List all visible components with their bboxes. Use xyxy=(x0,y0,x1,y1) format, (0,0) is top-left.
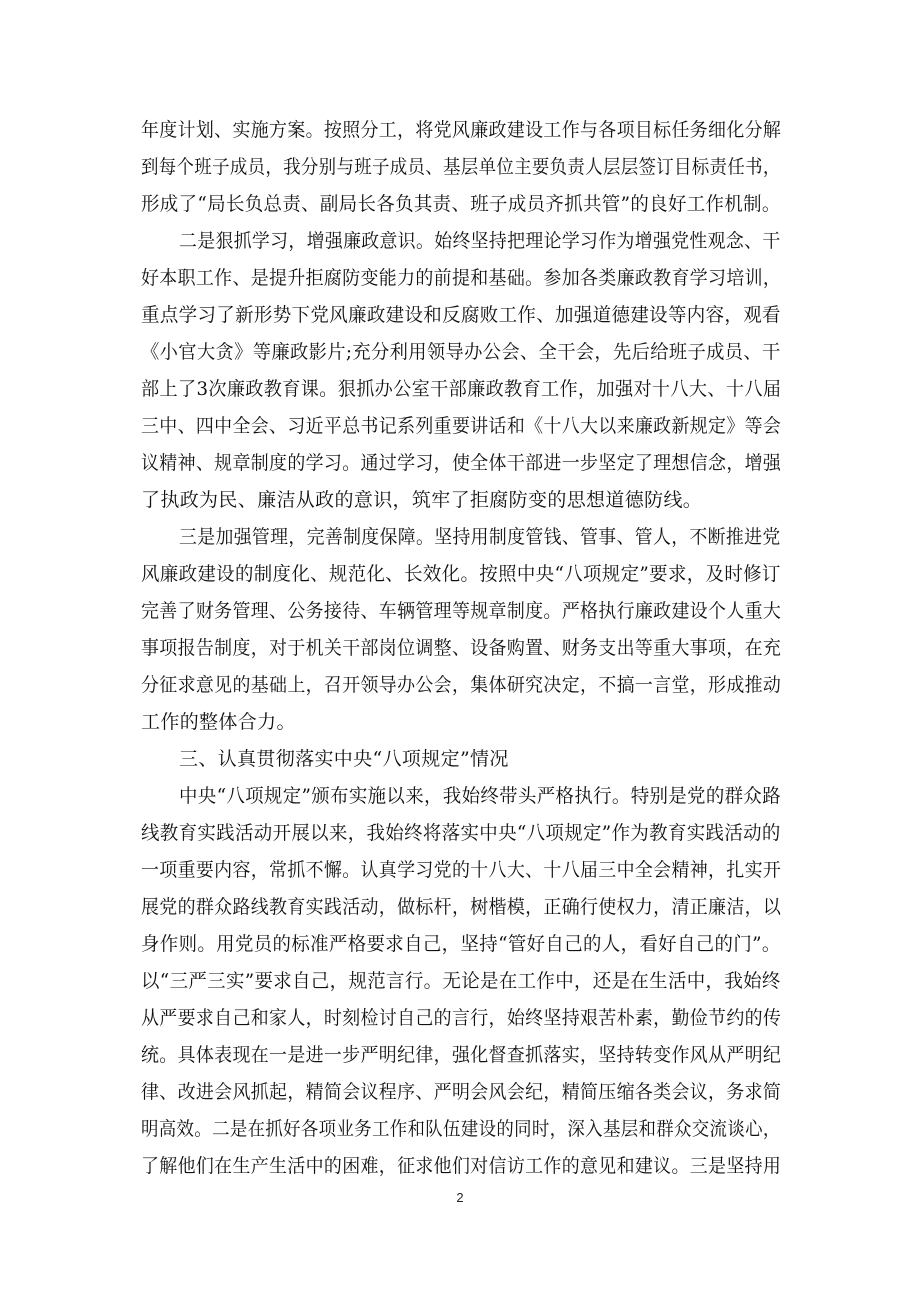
text-line: 好本职工作、是提升拒腐防变能力的前提和基础。参加各类廉政教育学习培训， xyxy=(141,267,782,289)
text-line: 明高效。二是在抓好各项业务工作和队伍建设的同时，深入基层和群众交流谈心， xyxy=(141,1118,781,1140)
text-line: 工作的整体合力。 xyxy=(141,711,296,733)
text-line: 律、改进会风抓起，精简会议程序、严明会风会纪，精简压缩各类会议，务求简 xyxy=(141,1081,782,1103)
text-line: 形成了“局长负总责、副局长各负其责、班子成员齐抓共管”的良好工作机制。 xyxy=(141,193,781,215)
text-line: 部上了3次廉政教育课。狠抓办公室干部廉政教育工作，加强对十八大、十八届 xyxy=(141,378,782,400)
text-line: 了解他们在生产生活中的困难，征求他们对信访工作的意见和建议。三是坚持用 xyxy=(141,1155,782,1177)
paragraph-start-line: 三是加强管理，完善制度保障。坚持用制度管钱、管事、管人，不断推进党 xyxy=(179,526,781,548)
text-line: 以“三严三实”要求自己，规范言行。无论是在工作中，还是在生活中，我始终 xyxy=(141,970,781,992)
text-line: 三中、四中全会、习近平总书记系列重要讲话和《十八大以来廉政新规定》等会 xyxy=(141,415,782,437)
section-heading: 三、认真贯彻落实中央“八项规定”情况 xyxy=(179,748,509,770)
text-line: 一项重要内容，常抓不懈。认真学习党的十八大、十八届三中全会精神，扎实开 xyxy=(141,859,782,881)
text-line: 《小官大贪》等廉政影片;充分利用领导办公会、全干会，先后给班子成员、干 xyxy=(141,341,781,363)
text-line: 了执政为民、廉洁从政的意识，筑牢了拒腐防变的思想道德防线。 xyxy=(141,489,703,511)
text-line: 分征求意见的基础上，召开领导办公会，集体研究决定，不搞一言堂，形成推动 xyxy=(141,674,782,696)
paragraph-start-line: 二是狠抓学习，增强廉政意识。始终坚持把理论学习作为增强党性观念、干 xyxy=(179,230,781,252)
text-line: 到每个班子成员，我分别与班子成员、基层单位主要负责人层层签订目标责任书， xyxy=(141,156,781,178)
text-line: 重点学习了新形势下党风廉政建设和反腐败工作、加强道德建设等内容，观看 xyxy=(141,304,781,326)
text-line: 统。具体表现在一是进一步严明纪律，强化督查抓落实，坚持转变作风从严明纪 xyxy=(141,1044,782,1066)
text-line: 线教育实践活动开展以来，我始终将落实中央“八项规定”作为教育实践活动的 xyxy=(141,822,781,844)
text-line: 身作则。用党员的标准严格要求自己，坚持“管好自己的人，看好自己的门”。 xyxy=(141,933,781,955)
text-line: 风廉政建设的制度化、规范化、长效化。按照中央“八项规定”要求，及时修订 xyxy=(141,563,781,585)
text-line: 事项报告制度，对于机关干部岗位调整、设备购置、财务支出等重大事项，在充 xyxy=(141,637,782,659)
text-line: 议精神、规章制度的学习。通过学习，使全体干部进一步坚定了理想信念，增强 xyxy=(141,452,782,474)
text-line: 完善了财务管理、公务接待、车辆管理等规章制度。严格执行廉政建设个人重大 xyxy=(141,600,782,622)
text-line: 展党的群众路线教育实践活动，做标杆，树楷模，正确行使权力，清正廉洁，以 xyxy=(141,896,782,918)
page-number: 2 xyxy=(456,1190,464,1205)
text-line: 从严要求自己和家人，时刻检讨自己的言行，始终坚持艰苦朴素，勤俭节约的传 xyxy=(141,1007,782,1029)
text-line: 年度计划、实施方案。按照分工，将党风廉政建设工作与各项目标任务细化分解 xyxy=(141,119,782,141)
paragraph-start-line: 中央“八项规定”颁布实施以来，我始终带头严格执行。特别是党的群众路 xyxy=(179,785,782,807)
